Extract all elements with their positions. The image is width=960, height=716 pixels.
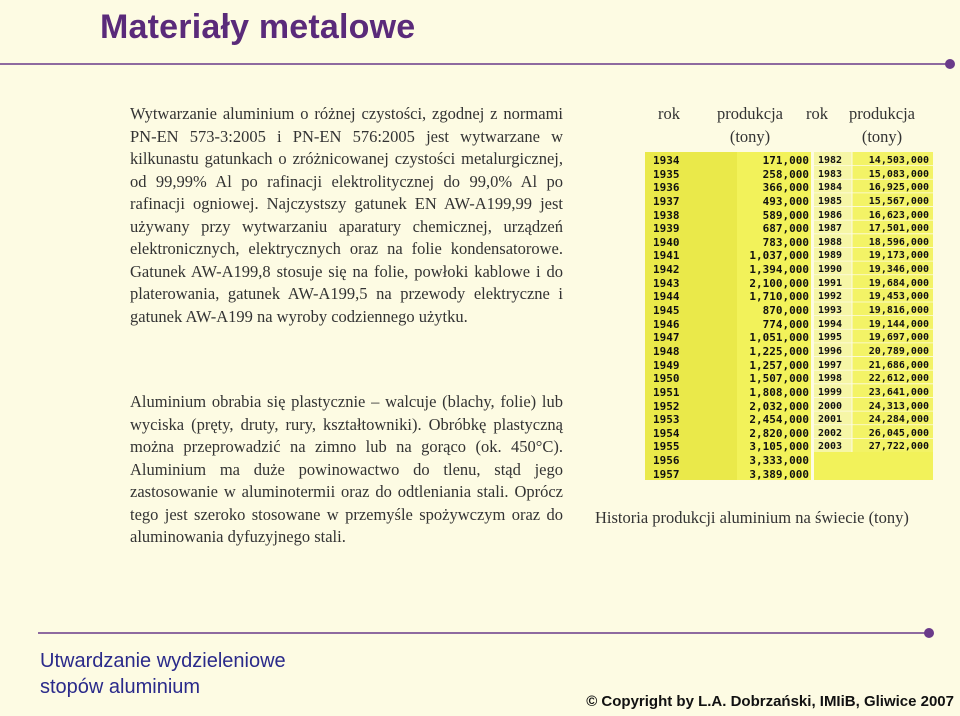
table-cell-year: 1946 <box>653 317 680 331</box>
table-cell-year: 1994 <box>818 318 843 330</box>
table-caption: Historia produkcji aluminium na świecie (tony) <box>595 508 909 527</box>
table-cell-year: 1956 <box>653 454 680 468</box>
table-cell-production: 19,144,000 <box>868 318 929 330</box>
table-cell-production: 19,816,000 <box>868 305 929 317</box>
table-cell-production: 19,346,000 <box>868 264 929 276</box>
bottom-divider <box>38 626 938 640</box>
table-cell-year: 1988 <box>818 236 843 248</box>
table-cell-year: 1957 <box>653 467 680 481</box>
table-cell-year: 1940 <box>653 235 680 249</box>
table-cell-year: 1996 <box>818 345 843 357</box>
table-cell-year: 1953 <box>653 413 680 427</box>
table-cell-year: 1945 <box>653 304 680 318</box>
table-cell-year: 1948 <box>653 344 680 358</box>
table-cell-production: 19,697,000 <box>868 332 929 344</box>
table-cell-year: 1950 <box>653 372 680 386</box>
table-cell-year: 1942 <box>653 263 680 277</box>
table-cell-production: 17,501,000 <box>868 223 929 235</box>
top-divider <box>0 56 960 72</box>
table-cell-production: 3,389,000 <box>749 467 809 481</box>
table-cell-year: 1985 <box>818 195 843 207</box>
table-cell-year: 1999 <box>818 386 843 398</box>
table-cell-year: 1938 <box>653 208 680 222</box>
footer-topic <box>40 648 286 700</box>
table-cell-production: 2,032,000 <box>749 399 809 413</box>
table-left-values <box>729 154 809 481</box>
table-cell-year: 1990 <box>818 264 843 276</box>
table-cell-production: 14,503,000 <box>868 155 929 166</box>
table-cell-production: 783,000 <box>762 235 809 249</box>
table-cell-production: 3,333,000 <box>749 454 809 468</box>
table-cell-production: 27,722,000 <box>868 441 929 453</box>
table-cell-year: 1998 <box>818 373 843 385</box>
header-year-right: rok <box>806 104 828 123</box>
table-cell-production: 1,257,000 <box>749 358 809 372</box>
table-cell-year: 2002 <box>818 427 843 439</box>
copyright: © Copyright by L.A. Dobrzański, IMIiB, Gliwice 2007 <box>586 693 954 710</box>
table-cell-year: 1952 <box>653 399 680 413</box>
table-cell-year: 1987 <box>818 223 843 235</box>
table-cell-production: 3,105,000 <box>749 440 809 454</box>
header-production-left: produkcja (tony) <box>717 104 783 146</box>
table-cell-production: 1,037,000 <box>749 249 809 263</box>
table-cell-year: 1992 <box>818 291 843 303</box>
table-cell-production: 2,100,000 <box>749 276 809 290</box>
table-cell-production: 18,596,000 <box>868 236 929 248</box>
table-cell-year: 1951 <box>653 385 680 399</box>
table-cell-year: 2000 <box>818 400 843 412</box>
header-year-left: rok <box>658 104 680 123</box>
table-cell-production: 258,000 <box>762 167 809 181</box>
table-cell-production: 19,453,000 <box>868 291 929 303</box>
table-cell-production: 24,284,000 <box>868 414 929 426</box>
table-cell-production: 589,000 <box>762 208 809 222</box>
footer-topic-line2: stopów aluminium <box>40 676 201 698</box>
table-cell-production: 2,820,000 <box>749 426 809 440</box>
table-cell-production: 774,000 <box>762 317 809 331</box>
table-cell-year: 1982 <box>818 155 843 166</box>
table-cell-production: 1,225,000 <box>749 344 809 358</box>
table-cell-year: 2001 <box>818 414 843 426</box>
table-cell-production: 26,045,000 <box>868 427 929 439</box>
table-right-values <box>857 154 929 454</box>
table-cell-year: 1991 <box>818 277 843 289</box>
table-cell-year: 2003 <box>818 441 843 453</box>
table-cell-production: 24,313,000 <box>868 400 929 412</box>
production-table <box>645 152 933 480</box>
table-cell-production: 23,641,000 <box>868 386 929 398</box>
table-cell-year: 1937 <box>653 194 680 208</box>
table-cell-production: 16,925,000 <box>868 182 929 194</box>
table-cell-production: 21,686,000 <box>868 359 929 371</box>
table-right-years <box>818 154 842 454</box>
table-cell-production: 1,394,000 <box>749 263 809 277</box>
table-cell-production: 1,808,000 <box>749 385 809 399</box>
table-cell-production: 16,623,000 <box>868 209 929 221</box>
table-cell-year: 1936 <box>653 181 680 195</box>
table-cell-production: 19,684,000 <box>868 277 929 289</box>
paragraph-purity-grades: Wytwarzanie aluminium o różnej czystości, zgodnej z normami PN-EN 573-3:2005 i PN-EN 576:2005 jest wytwarzane w kilkunastu gatunkach o zróżnicowanej czystości metalurgicznej, od 99,99% Al po rafinacji elektrolitycznej do 99,0% Al po rafinacji ogniowej. Najczystszy gatunek EN AW-A199,99 jest używany przy wytwarzaniu aparatury chemicznej, urządzeń elektronicznych, elektrycznych oraz na folie kondensatorowe. Gatunek AW-A199,8 stosuje się na folie, powłoki kablowe i do platerowania, gatunek AW-A199,5 na przewody elektryczne i gatunek AW-A199 na wyroby codziennego użytku. <box>130 104 563 326</box>
table-cell-year: 1935 <box>653 167 680 181</box>
table-cell-year: 1984 <box>818 182 843 194</box>
table-cell-year: 1986 <box>818 209 843 221</box>
table-cell-year: 1955 <box>653 440 680 454</box>
table-cell-year: 1947 <box>653 331 680 345</box>
table-cell-production: 687,000 <box>762 222 809 236</box>
table-cell-year: 1941 <box>653 249 680 263</box>
slide-title: Materiały metalowe <box>100 8 416 46</box>
table-cell-year: 1997 <box>818 359 843 371</box>
table-cell-production: 15,083,000 <box>868 168 929 180</box>
table-cell-production: 1,710,000 <box>749 290 809 304</box>
table-cell-production: 171,000 <box>762 154 809 167</box>
table-cell-production: 15,567,000 <box>868 195 929 207</box>
table-cell-year: 1954 <box>653 426 680 440</box>
paragraph-processing: Aluminium obrabia się plastycznie – walcuje (blachy, folie) lub wyciska (pręty, druty, rury, kształtowniki). Obróbkę plastyczną można przeprowadzić na zimno lub na gorąco (ok. 450°C). Aluminium ma duże powinowactwo do tlenu, stąd jego zastosowanie w aluminotermii oraz do odtleniania stali. Oprócz tego jest szeroko stosowane w przemyśle spożywczym oraz do aluminowania dyfuzyjnego stali. <box>130 392 563 546</box>
table-left-years <box>653 154 680 481</box>
table-cell-year: 1949 <box>653 358 680 372</box>
table-cell-production: 22,612,000 <box>868 373 929 385</box>
table-cell-year: 1989 <box>818 250 843 262</box>
table-cell-production: 366,000 <box>762 181 809 195</box>
table-cell-production: 19,173,000 <box>868 250 929 262</box>
table-cell-year: 1995 <box>818 332 843 344</box>
table-cell-year: 1939 <box>653 222 680 236</box>
header-production-right: produkcja (tony) <box>849 104 915 146</box>
table-cell-production: 20,789,000 <box>868 345 929 357</box>
table-cell-year: 1993 <box>818 305 843 317</box>
table-cell-year: 1983 <box>818 168 843 180</box>
table-cell-year: 1944 <box>653 290 680 304</box>
table-cell-production: 870,000 <box>762 304 809 318</box>
table-cell-production: 2,454,000 <box>749 413 809 427</box>
table-cell-production: 1,051,000 <box>749 331 809 345</box>
table-cell-year: 1934 <box>653 154 680 167</box>
footer-topic-line1: Utwardzanie wydzieleniowe <box>40 650 286 672</box>
table-cell-production: 493,000 <box>762 194 809 208</box>
table-cell-year: 1943 <box>653 276 680 290</box>
table-cell-production: 1,507,000 <box>749 372 809 386</box>
